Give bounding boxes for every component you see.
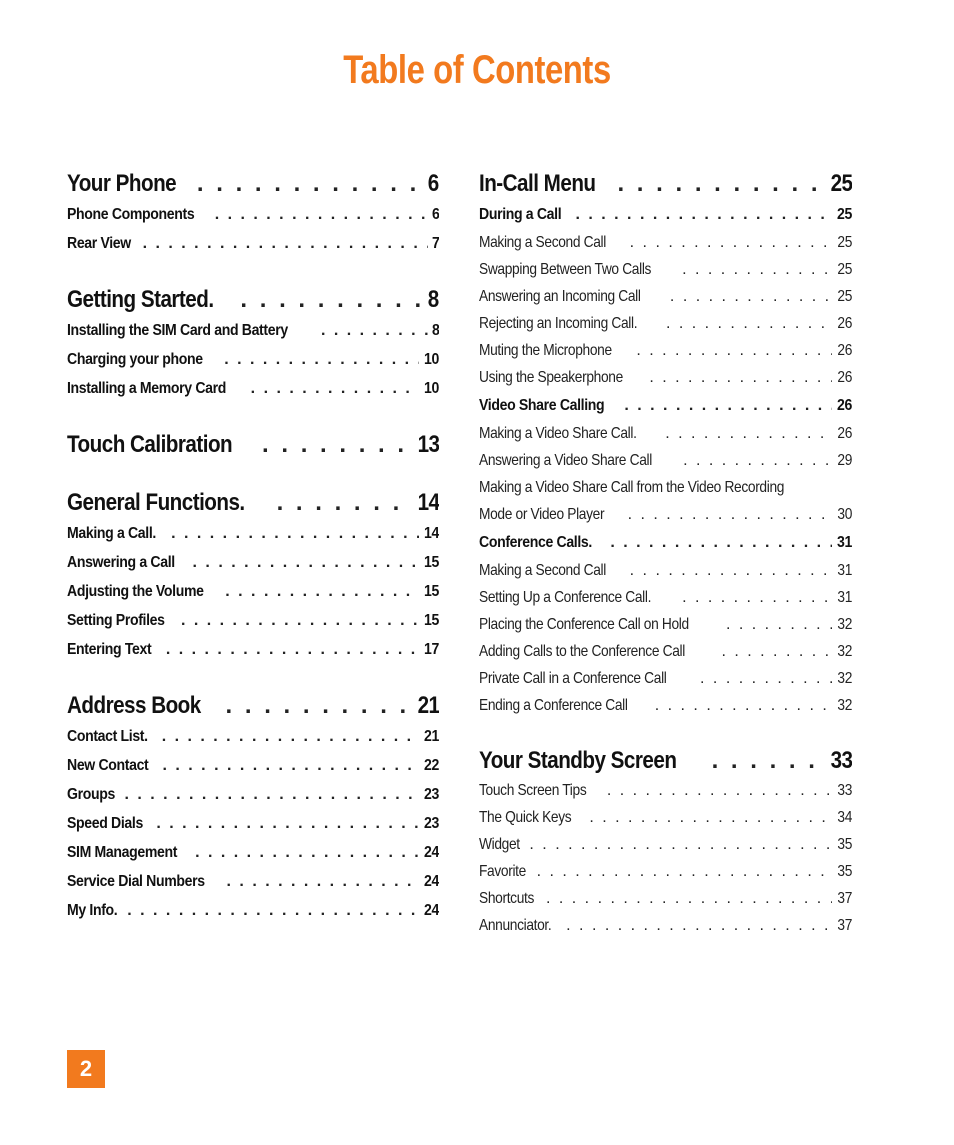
- dot-leader: [240, 284, 423, 316]
- toc-entry-muting-the-microphone[interactable]: [479, 337, 852, 364]
- dot-leader: [683, 447, 832, 474]
- dot-leader: [195, 838, 419, 867]
- toc-section: [67, 487, 439, 664]
- dot-leader: [321, 316, 428, 345]
- toc-entry-making-a-video-share-call[interactable]: [479, 420, 852, 447]
- toc-entry-label: Answering a Call: [67, 554, 175, 571]
- toc-entry-page: 31: [837, 534, 852, 551]
- dot-leader: [181, 606, 419, 635]
- toc-entry-label: Making a Second Call: [479, 234, 606, 251]
- dot-leader: [277, 487, 411, 519]
- toc-entry-page: 26: [837, 369, 852, 386]
- dot-leader: [628, 501, 832, 528]
- dot-leader: [163, 751, 420, 780]
- toc-entry-page: 31: [837, 589, 852, 606]
- toc-section: [479, 745, 852, 939]
- toc-entry-making-a-second-call[interactable]: [479, 229, 852, 256]
- toc-entry-installing-the-sim-card-and-battery[interactable]: [67, 316, 439, 345]
- toc-entry-label: Rear View: [67, 235, 131, 252]
- dot-leader: [162, 722, 419, 751]
- dot-leader: [666, 310, 832, 337]
- dot-leader: [726, 611, 832, 638]
- dot-leader: [624, 391, 832, 420]
- toc-entry-label: Charging your phone: [67, 351, 203, 368]
- toc-entry-charging-your-phone[interactable]: [67, 345, 439, 374]
- toc-heading-page: 33: [830, 747, 852, 774]
- toc-heading-label: In-Call Menu: [479, 170, 596, 197]
- dot-leader: [156, 809, 419, 838]
- toc-heading-page: 21: [417, 692, 439, 719]
- toc-heading-getting-started[interactable]: [67, 284, 439, 316]
- toc-entry-label: Setting Profiles: [67, 612, 165, 629]
- toc-entry-label: Rejecting an Incoming Call.: [479, 315, 638, 332]
- toc-entry-label: Private Call in a Conference Call: [479, 670, 667, 687]
- page-title: Table of Contents: [343, 48, 611, 92]
- toc-entry-answering-an-incoming-call[interactable]: [479, 283, 852, 310]
- toc-entry-label: Annunciator.: [479, 917, 552, 934]
- toc-entry-shortcuts[interactable]: [479, 885, 852, 912]
- toc-entry-label: Ending a Conference Call: [479, 697, 628, 714]
- dot-leader: [649, 364, 832, 391]
- toc-entry-conference-calls[interactable]: [479, 528, 852, 557]
- toc-entry-page: 25: [837, 234, 852, 251]
- toc-entry-adding-calls-to-the-conference-call[interactable]: [479, 638, 852, 665]
- toc-entry-page: 34: [837, 809, 852, 826]
- toc-entry-label: New Contact: [67, 757, 149, 774]
- toc-entry-page: 22: [424, 757, 439, 774]
- toc-entry-label: Favorite: [479, 863, 526, 880]
- toc-entry-sim-management[interactable]: [67, 838, 439, 867]
- dot-leader: [617, 168, 823, 200]
- toc-entry-label: The Quick Keys: [479, 809, 572, 826]
- toc-entry-page: 7: [431, 235, 439, 252]
- toc-heading-label: Address Book: [67, 692, 201, 719]
- dot-leader: [665, 420, 832, 447]
- toc-entry-swapping-between-two-calls[interactable]: [479, 256, 852, 283]
- toc-entry-page: 29: [837, 452, 852, 469]
- toc-entry-label: Swapping Between Two Calls: [479, 261, 652, 278]
- toc-entry-phone-components[interactable]: [67, 200, 439, 229]
- dot-leader: [224, 345, 419, 374]
- toc-entry-rejecting-an-incoming-call[interactable]: [479, 310, 852, 337]
- toc-heading-your-phone[interactable]: [67, 168, 439, 200]
- toc-entry-label: Contact List.: [67, 728, 148, 745]
- toc-entry-page: 15: [424, 583, 439, 600]
- toc-section: [67, 690, 439, 925]
- page-number-badge: 2: [67, 1050, 105, 1088]
- toc-entry-making-a-video-share-call-from-the-video-recording[interactable]: [479, 474, 852, 501]
- toc-heading-touch-calibration[interactable]: [67, 429, 439, 461]
- toc-right-column: [479, 168, 852, 965]
- toc-entry-ending-a-conference-call[interactable]: [479, 692, 852, 719]
- toc-entry-page: 37: [837, 917, 852, 934]
- toc-entry-page: 23: [424, 815, 439, 832]
- toc-section: [67, 168, 439, 258]
- toc-entry-label: Using the Speakerphone: [479, 369, 623, 386]
- toc-entry-entering-text[interactable]: [67, 635, 439, 664]
- dot-leader: [700, 665, 832, 692]
- dot-leader: [607, 777, 832, 804]
- dot-leader: [143, 229, 428, 258]
- toc-heading-label: Your Phone: [67, 170, 177, 197]
- toc-entry-label: Making a Video Share Call.: [479, 425, 637, 442]
- toc-heading-page: 6: [428, 170, 439, 197]
- toc-entry-page: 31: [837, 562, 852, 579]
- dot-leader: [655, 692, 832, 719]
- dot-leader: [251, 374, 419, 403]
- dot-leader: [166, 635, 419, 664]
- toc-entry-service-dial-numbers[interactable]: [67, 867, 439, 896]
- toc-entry-page: 26: [837, 342, 852, 359]
- dot-leader: [171, 519, 419, 548]
- toc-entry-the-quick-keys[interactable]: [479, 804, 852, 831]
- toc-heading-label: Getting Started.: [67, 286, 214, 313]
- dot-leader: [529, 831, 832, 858]
- toc-entry-page: 25: [837, 288, 852, 305]
- toc-entry-page: 10: [424, 351, 439, 368]
- toc-entry-page: 24: [424, 844, 439, 861]
- dot-leader: [630, 229, 832, 256]
- toc-entry-page: 32: [837, 697, 852, 714]
- toc-entry-mode-or-video-player[interactable]: [479, 501, 852, 528]
- toc-entry-label: Shortcuts: [479, 890, 535, 907]
- toc-entry-label: Touch Screen Tips: [479, 782, 587, 799]
- toc-entry-page: 6: [431, 206, 439, 223]
- toc-entry-page: 15: [424, 612, 439, 629]
- toc-entry-private-call-in-a-conference-call[interactable]: [479, 665, 852, 692]
- toc-entry-speed-dials[interactable]: [67, 809, 439, 838]
- toc-heading-page: 13: [417, 431, 439, 458]
- toc-heading-label: Your Standby Screen: [479, 747, 677, 774]
- toc-entry-label: During a Call: [479, 206, 562, 223]
- toc-entry-label: Phone Components: [67, 206, 195, 223]
- dot-leader: [537, 858, 832, 885]
- toc-entry-favorite[interactable]: [479, 858, 852, 885]
- dot-leader: [225, 577, 419, 606]
- toc-entry-page: 8: [431, 322, 439, 339]
- toc-entry-using-the-speakerphone[interactable]: [479, 364, 852, 391]
- toc-entry-label: Adjusting the Volume: [67, 583, 204, 600]
- toc-entry-label: Making a Call.: [67, 525, 156, 542]
- toc-entry-label: My Info.: [67, 902, 118, 919]
- toc-left-column: [67, 168, 439, 951]
- toc-entry-new-contact[interactable]: [67, 751, 439, 780]
- toc-entry-page: 32: [837, 616, 852, 633]
- toc-entry-label: Service Dial Numbers: [67, 873, 205, 890]
- toc-entry-annunciator[interactable]: [479, 912, 852, 939]
- toc-entry-my-info[interactable]: [67, 896, 439, 925]
- toc-entry-page: 26: [837, 425, 852, 442]
- toc-entry-page: 10: [424, 380, 439, 397]
- toc-entry-touch-screen-tips[interactable]: [479, 777, 852, 804]
- toc-entry-label: Widget: [479, 836, 520, 853]
- dot-leader: [712, 745, 824, 777]
- toc-entry-label: Answering a Video Share Call: [479, 452, 652, 469]
- toc-heading-general-functions[interactable]: [67, 487, 439, 519]
- toc-entry-during-a-call[interactable]: [479, 200, 852, 229]
- toc-entry-page: 35: [837, 836, 852, 853]
- dot-leader: [197, 168, 423, 200]
- toc-heading-your-standby-screen[interactable]: [479, 745, 852, 777]
- toc-entry-page: 25: [837, 206, 852, 223]
- toc-entry-setting-up-a-conference-call[interactable]: [479, 584, 852, 611]
- toc-entry-page: 17: [424, 641, 439, 658]
- toc-entry-page: 23: [424, 786, 439, 803]
- toc-entry-label: SIM Management: [67, 844, 178, 861]
- toc-entry-placing-the-conference-call-on-hold[interactable]: [479, 611, 852, 638]
- toc-section: [67, 429, 439, 461]
- toc-entry-label: Mode or Video Player: [479, 506, 605, 523]
- toc-entry-page: 21: [424, 728, 439, 745]
- toc-entry-answering-a-video-share-call[interactable]: [479, 447, 852, 474]
- toc-heading-page: 8: [428, 286, 439, 313]
- toc-section: [479, 168, 852, 719]
- toc-heading-label: Touch Calibration: [67, 431, 233, 458]
- toc-entry-page: 24: [424, 873, 439, 890]
- toc-entry-groups[interactable]: [67, 780, 439, 809]
- toc-entry-widget[interactable]: [479, 831, 852, 858]
- toc-entry-installing-a-memory-card[interactable]: [67, 374, 439, 403]
- toc-entry-making-a-call[interactable]: [67, 519, 439, 548]
- dot-leader: [546, 885, 832, 912]
- toc-entry-page: 26: [837, 397, 852, 414]
- dot-leader: [636, 337, 832, 364]
- toc-entry-setting-profiles[interactable]: [67, 606, 439, 635]
- dot-leader: [262, 429, 410, 461]
- dot-leader: [127, 896, 419, 925]
- toc-entry-label: Conference Calls.: [479, 534, 592, 551]
- dot-leader: [575, 200, 832, 229]
- toc-heading-page: 25: [830, 170, 852, 197]
- toc-heading-address-book[interactable]: [67, 690, 439, 722]
- dot-leader: [193, 548, 419, 577]
- dot-leader: [226, 690, 411, 722]
- dot-leader: [682, 584, 832, 611]
- toc-heading-page: 14: [417, 489, 439, 516]
- toc-entry-label: Speed Dials: [67, 815, 143, 832]
- dot-leader: [566, 912, 832, 939]
- toc-entry-making-a-second-call[interactable]: [479, 557, 852, 584]
- toc-heading-label: General Functions.: [67, 489, 245, 516]
- dot-leader: [721, 638, 832, 665]
- toc-entry-label: Making a Video Share Call from the Video Recording: [479, 479, 785, 496]
- toc-entry-label: Placing the Conference Call on Hold: [479, 616, 689, 633]
- toc-entry-page: 24: [424, 902, 439, 919]
- toc-entry-rear-view[interactable]: [67, 229, 439, 258]
- dot-leader: [227, 867, 419, 896]
- dot-leader: [589, 804, 832, 831]
- toc-entry-label: Groups: [67, 786, 115, 803]
- toc-entry-page: 25: [837, 261, 852, 278]
- toc-entry-label: Muting the Microphone: [479, 342, 612, 359]
- dot-leader: [125, 780, 420, 809]
- dot-leader: [215, 200, 428, 229]
- toc-entry-page: 32: [837, 643, 852, 660]
- toc-entry-label: Installing the SIM Card and Battery: [67, 322, 288, 339]
- toc-entry-label: Entering Text: [67, 641, 152, 658]
- toc-entry-page: 15: [424, 554, 439, 571]
- toc-entry-page: 37: [837, 890, 852, 907]
- toc-entry-answering-a-call[interactable]: [67, 548, 439, 577]
- toc-entry-page: 32: [837, 670, 852, 687]
- toc-entry-video-share-calling[interactable]: [479, 391, 852, 420]
- toc-entry-page: 33: [837, 782, 852, 799]
- toc-entry-page: 35: [837, 863, 852, 880]
- dot-leader: [682, 256, 832, 283]
- toc-entry-page: 30: [837, 506, 852, 523]
- toc-entry-label: Adding Calls to the Conference Call: [479, 643, 685, 660]
- toc-entry-label: Making a Second Call: [479, 562, 606, 579]
- dot-leader: [610, 528, 832, 557]
- toc-entry-adjusting-the-volume[interactable]: [67, 577, 439, 606]
- toc-entry-label: Answering an Incoming Call: [479, 288, 641, 305]
- dot-leader: [630, 557, 832, 584]
- toc-entry-page: 26: [837, 315, 852, 332]
- toc-heading-in-call-menu[interactable]: [479, 168, 852, 200]
- toc-section: [67, 284, 439, 403]
- toc-entry-contact-list[interactable]: [67, 722, 439, 751]
- toc-entry-label: Installing a Memory Card: [67, 380, 226, 397]
- toc-entry-label: Setting Up a Conference Call.: [479, 589, 652, 606]
- toc-entry-label: Video Share Calling: [479, 397, 605, 414]
- toc-entry-page: 14: [424, 525, 439, 542]
- dot-leader: [670, 283, 832, 310]
